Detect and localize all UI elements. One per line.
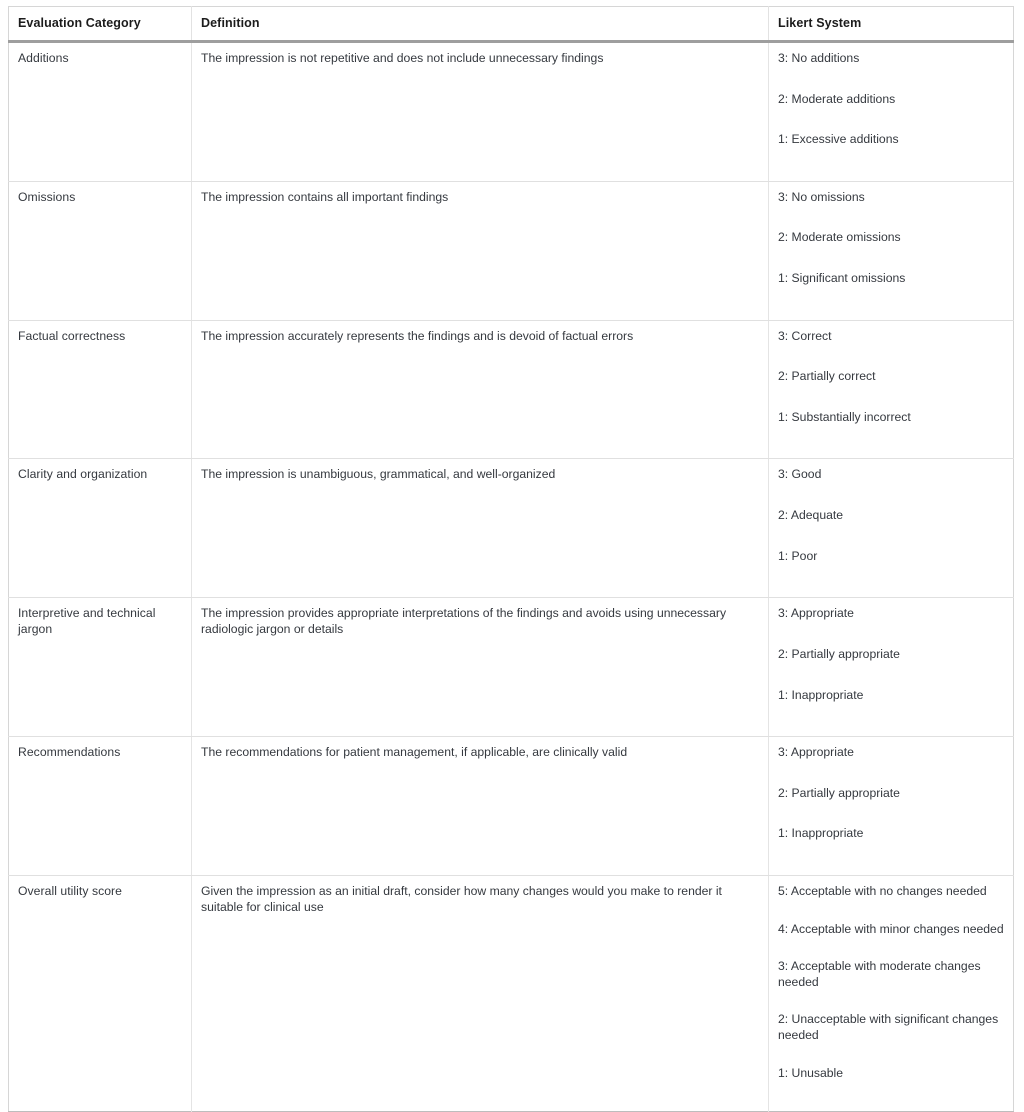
likert-item: 2: Unacceptable with significant changes needed xyxy=(778,1012,999,1043)
definition-text: The impression contains all important findings xyxy=(201,189,449,204)
column-header-definition: Definition xyxy=(192,7,769,42)
cell-definition xyxy=(192,737,769,876)
table-row xyxy=(9,875,1014,1111)
cell-definition xyxy=(192,459,769,598)
likert-item: 3: No additions xyxy=(778,51,860,65)
likert-list xyxy=(778,51,1007,148)
column-header-evaluation-category: Evaluation Category xyxy=(9,7,192,42)
likert-item: 3: Acceptable with moderate changes needed xyxy=(778,959,981,989)
table-row xyxy=(9,42,1014,182)
likert-list xyxy=(778,884,1007,1081)
cell-definition xyxy=(192,181,769,320)
cell-category: Clarity and organization xyxy=(9,459,192,598)
likert-item: 2: Moderate omissions xyxy=(778,230,901,245)
likert-item: 2: Moderate additions xyxy=(778,91,896,106)
cell-definition xyxy=(192,42,769,182)
table-header xyxy=(9,7,1014,42)
likert-item: 2: Partially correct xyxy=(778,369,876,384)
likert-item: 1: Excessive additions xyxy=(778,132,899,147)
cell-category: Omissions xyxy=(9,181,192,320)
likert-list xyxy=(778,745,1007,842)
cell-category: Interpretive and technical jargon xyxy=(9,598,192,737)
table-row xyxy=(9,598,1014,737)
likert-item: 3: Appropriate xyxy=(778,606,854,621)
cell-likert xyxy=(769,320,1014,459)
likert-item: 2: Partially appropriate xyxy=(778,785,900,800)
cell-likert xyxy=(769,459,1014,598)
likert-list xyxy=(778,190,1007,287)
definition-text: The impression accurately represents the findings and is devoid of factual errors xyxy=(201,328,634,343)
table-row xyxy=(9,737,1014,876)
table-row xyxy=(9,181,1014,320)
likert-item: 1: Poor xyxy=(778,548,818,563)
table-body xyxy=(9,42,1014,1112)
likert-list xyxy=(778,467,1007,564)
likert-item: 5: Acceptable with no changes needed xyxy=(778,883,987,898)
likert-item: 2: Adequate xyxy=(778,508,844,523)
column-header-likert-system: Likert System xyxy=(769,7,1014,42)
table-header-row xyxy=(9,7,1014,42)
likert-item: 3: Appropriate xyxy=(778,745,854,760)
likert-item: 1: Inappropriate xyxy=(778,687,864,702)
likert-list xyxy=(778,606,1007,703)
likert-item: 3: Good xyxy=(778,467,822,482)
cell-category: Factual correctness xyxy=(9,320,192,459)
likert-item: 3: Correct xyxy=(778,328,832,343)
definition-text: The impression is not repetitive and does not include unnecessary findings xyxy=(201,51,604,65)
likert-item: 2: Partially appropriate xyxy=(778,646,900,661)
cell-category: Recommendations xyxy=(9,737,192,876)
likert-item: 4: Acceptable with minor changes needed xyxy=(778,921,1004,936)
cell-likert xyxy=(769,181,1014,320)
likert-item: 1: Significant omissions xyxy=(778,271,906,286)
likert-list xyxy=(778,329,1007,426)
definition-text: Given the impression as an initial draft, consider how many changes would you make to render it suitable for clinical use xyxy=(201,883,722,914)
definition-text: The recommendations for patient management, if applicable, are clinically valid xyxy=(201,745,628,760)
definition-text: The impression provides appropriate interpretations of the findings and avoids using unnecessary radiologic jargon or details xyxy=(201,606,727,636)
table-row xyxy=(9,459,1014,598)
cell-definition xyxy=(192,320,769,459)
cell-likert xyxy=(769,598,1014,737)
likert-item: 1: Unusable xyxy=(778,1065,844,1080)
definition-text: The impression is unambiguous, grammatical, and well-organized xyxy=(201,467,556,482)
likert-item: 3: No omissions xyxy=(778,189,865,204)
cell-likert xyxy=(769,875,1014,1111)
cell-likert xyxy=(769,42,1014,182)
likert-item: 1: Substantially incorrect xyxy=(778,409,911,424)
cell-definition xyxy=(192,598,769,737)
cell-definition xyxy=(192,875,769,1111)
cell-category: Additions xyxy=(9,42,192,182)
cell-category: Overall utility score xyxy=(9,875,192,1111)
table-row xyxy=(9,320,1014,459)
evaluation-rubric-table xyxy=(8,6,1014,1112)
cell-likert xyxy=(769,737,1014,876)
likert-item: 1: Inappropriate xyxy=(778,826,864,841)
